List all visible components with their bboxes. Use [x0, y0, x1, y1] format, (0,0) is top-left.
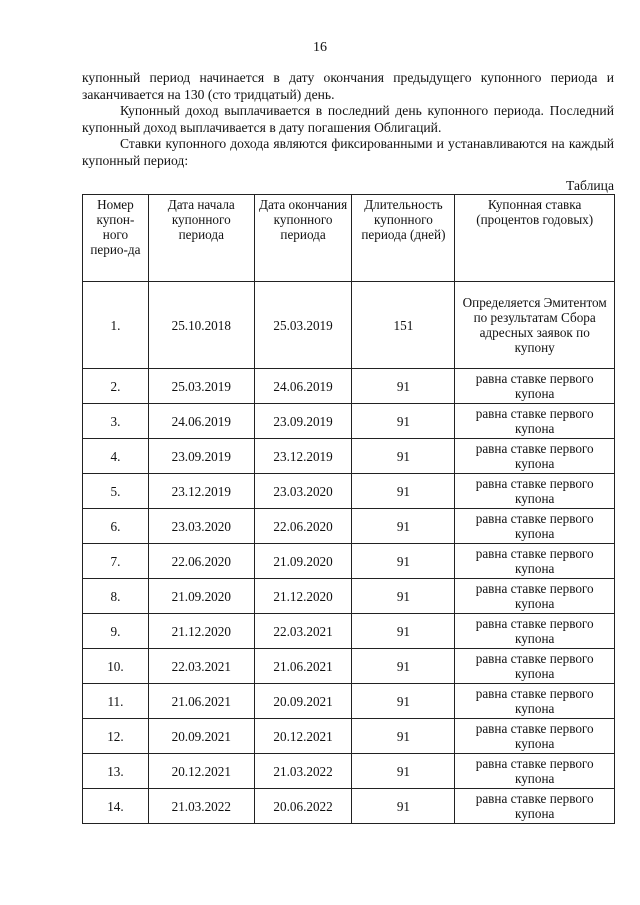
- paragraph: Купонный доход выплачивается в последний день купонного периода. Последний купонный доход выплачивается в дату погашения Облигаций.: [82, 103, 614, 135]
- cell-duration: 91: [352, 544, 455, 579]
- cell-start-date: 20.12.2021: [148, 754, 254, 789]
- cell-end-date: 23.03.2020: [254, 474, 352, 509]
- cell-coupon-number: 3.: [83, 404, 149, 439]
- table-row: [83, 404, 615, 439]
- cell-coupon-rate: равна ставке первого купона: [455, 579, 615, 614]
- cell-start-date: 23.09.2019: [148, 439, 254, 474]
- cell-duration: 91: [352, 474, 455, 509]
- cell-start-date: 24.06.2019: [148, 404, 254, 439]
- paragraph: Ставки купонного дохода являются фиксированными и устанавливаются на каждый купонный период:: [82, 136, 614, 168]
- cell-coupon-rate: равна ставке первого купона: [455, 754, 615, 789]
- table-row: [83, 719, 615, 754]
- cell-coupon-number: 14.: [83, 789, 149, 824]
- cell-coupon-number: 13.: [83, 754, 149, 789]
- cell-duration: 91: [352, 404, 455, 439]
- cell-start-date: 25.10.2018: [148, 282, 254, 369]
- table-row: [83, 579, 615, 614]
- cell-duration: 91: [352, 614, 455, 649]
- cell-coupon-number: 11.: [83, 684, 149, 719]
- header-coupon-rate: Купонная ставка (процентов годовых): [455, 195, 615, 282]
- cell-duration: 91: [352, 789, 455, 824]
- cell-coupon-rate: равна ставке первого купона: [455, 509, 615, 544]
- cell-start-date: 23.12.2019: [148, 474, 254, 509]
- cell-end-date: 21.12.2020: [254, 579, 352, 614]
- table-header-row: [83, 195, 615, 282]
- cell-coupon-number: 6.: [83, 509, 149, 544]
- cell-coupon-rate: равна ставке первого купона: [455, 789, 615, 824]
- cell-duration: 91: [352, 369, 455, 404]
- header-duration: Длительность купонного периода (дней): [352, 195, 455, 282]
- cell-end-date: 24.06.2019: [254, 369, 352, 404]
- cell-coupon-rate: равна ставке первого купона: [455, 719, 615, 754]
- cell-duration: 151: [352, 282, 455, 369]
- table-caption: Таблица: [566, 178, 614, 193]
- cell-coupon-number: 5.: [83, 474, 149, 509]
- table-row: [83, 649, 615, 684]
- coupon-schedule-table: [82, 194, 615, 824]
- cell-coupon-number: 7.: [83, 544, 149, 579]
- cell-end-date: 21.03.2022: [254, 754, 352, 789]
- table-row: [83, 369, 615, 404]
- cell-end-date: 25.03.2019: [254, 282, 352, 369]
- cell-coupon-number: 10.: [83, 649, 149, 684]
- cell-coupon-number: 9.: [83, 614, 149, 649]
- cell-coupon-rate: равна ставке первого купона: [455, 614, 615, 649]
- cell-end-date: 20.09.2021: [254, 684, 352, 719]
- cell-end-date: 23.09.2019: [254, 404, 352, 439]
- cell-duration: 91: [352, 509, 455, 544]
- table-row: [83, 754, 615, 789]
- cell-end-date: 22.06.2020: [254, 509, 352, 544]
- cell-end-date: 21.06.2021: [254, 649, 352, 684]
- cell-start-date: 22.03.2021: [148, 649, 254, 684]
- cell-duration: 91: [352, 579, 455, 614]
- cell-coupon-number: 8.: [83, 579, 149, 614]
- cell-coupon-number: 12.: [83, 719, 149, 754]
- cell-coupon-rate: равна ставке первого купона: [455, 474, 615, 509]
- cell-duration: 91: [352, 649, 455, 684]
- table-row: [83, 684, 615, 719]
- cell-end-date: 22.03.2021: [254, 614, 352, 649]
- cell-coupon-rate: равна ставке первого купона: [455, 649, 615, 684]
- cell-start-date: 25.03.2019: [148, 369, 254, 404]
- table-row: [83, 789, 615, 824]
- cell-start-date: 20.09.2021: [148, 719, 254, 754]
- cell-end-date: 20.06.2022: [254, 789, 352, 824]
- table-row: [83, 614, 615, 649]
- cell-duration: 91: [352, 719, 455, 754]
- page-number: 16: [313, 40, 327, 55]
- cell-coupon-rate: Определяется Эмитентом по результатам Сбора адресных заявок по купону: [455, 282, 615, 369]
- table-row: [83, 509, 615, 544]
- table-row: [83, 439, 615, 474]
- cell-coupon-number: 2.: [83, 369, 149, 404]
- header-coupon-number: Номер купон-ного перио-да: [83, 195, 149, 282]
- cell-duration: 91: [352, 684, 455, 719]
- cell-coupon-number: 4.: [83, 439, 149, 474]
- cell-start-date: 21.06.2021: [148, 684, 254, 719]
- cell-end-date: 20.12.2021: [254, 719, 352, 754]
- cell-coupon-rate: равна ставке первого купона: [455, 404, 615, 439]
- cell-coupon-rate: равна ставке первого купона: [455, 439, 615, 474]
- cell-start-date: 22.06.2020: [148, 544, 254, 579]
- table-row: [83, 544, 615, 579]
- cell-coupon-number: 1.: [83, 282, 149, 369]
- header-start-date: Дата начала купонного периода: [148, 195, 254, 282]
- cell-duration: 91: [352, 439, 455, 474]
- table-row: [83, 282, 615, 369]
- cell-end-date: 23.12.2019: [254, 439, 352, 474]
- cell-duration: 91: [352, 754, 455, 789]
- body-text: [82, 70, 614, 169]
- cell-coupon-rate: равна ставке первого купона: [455, 369, 615, 404]
- table-row: [83, 474, 615, 509]
- cell-start-date: 21.12.2020: [148, 614, 254, 649]
- header-end-date: Дата окончания купонного периода: [254, 195, 352, 282]
- paragraph: купонный период начинается в дату окончания предыдущего купонного периода и заканчивается на 130 (сто тридцатый) день.: [82, 70, 614, 102]
- cell-start-date: 21.03.2022: [148, 789, 254, 824]
- cell-end-date: 21.09.2020: [254, 544, 352, 579]
- cell-start-date: 21.09.2020: [148, 579, 254, 614]
- cell-coupon-rate: равна ставке первого купона: [455, 544, 615, 579]
- cell-coupon-rate: равна ставке первого купона: [455, 684, 615, 719]
- cell-start-date: 23.03.2020: [148, 509, 254, 544]
